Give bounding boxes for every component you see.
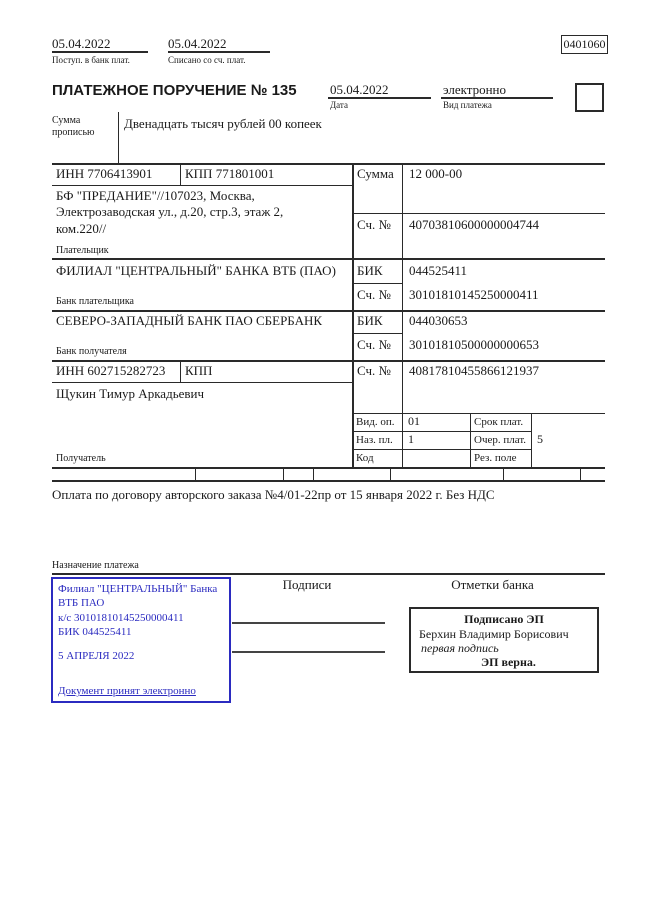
payee-bank-label: Банк получателя [56,346,127,357]
payer-bank-label: Банк плательщика [56,296,134,307]
payer-inn-row-line [52,185,352,186]
label-column-divider [402,163,403,467]
payee-inn: ИНН 602715282723 [56,363,166,378]
received-date-label: Поступ. в банк плат. [52,55,130,65]
op-type-label: Вид. оп. [356,416,395,428]
esign-title: Подписано ЭП [464,612,544,626]
op-type-value: 01 [408,414,420,428]
sum-label: Сумма [357,166,394,181]
payee-label: Получатель [56,453,106,464]
payer-kpp: КПП 771801001 [185,166,275,181]
payerbank-bik-account-divider [352,283,402,284]
payer-bank-name: ФИЛИАЛ "ЦЕНТРАЛЬНЫЙ" БАНКА ВТБ (ПАО) [56,263,336,278]
pay-purpose-code-value: 1 [408,432,414,446]
sum-value: 12 000-00 [409,166,463,181]
payment-type-label: Вид платежа [443,100,492,110]
payee-account-value: 40817810455866121937 [409,363,539,378]
payee-account-label: Сч. № [357,363,391,378]
fields-row-sep-6 [580,467,581,480]
pay-order-value: 5 [537,432,543,446]
sum-account-divider [352,213,605,214]
minitable-label2-right-divider [531,413,532,467]
payee-inn-row-line [52,382,352,383]
payment-type: электронно [443,82,507,97]
payee-bank-bik: 044030653 [409,313,468,328]
bank-marks-header: Отметки банка [451,577,534,592]
payeebank-bottom-line [52,360,605,362]
date-label: Дата [330,100,348,110]
payer-status-box [575,83,604,112]
fields-row-sep-1 [195,467,196,480]
payer-bank-bik-label: БИК [357,263,383,278]
pay-term-label: Срок плат. [474,416,524,428]
main-vertical-divider [352,163,354,467]
payer-name: БФ "ПРЕДАНИЕ"//107023, Москва, Электрозаводская ул., д.20, стр.3, этаж 2, ком.220// [56,188,284,236]
fields-row-sep-2 [283,467,284,480]
amount-in-words-value: Двенадцать тысяч рублей 00 копеек [124,116,322,131]
minitable-row1-line [352,431,531,432]
payer-inn: ИНН 7706413901 [56,166,153,181]
esign-role: первая подпись [421,641,499,655]
payee-block-bottom-line [52,467,605,469]
debited-date-underline [168,51,270,53]
amount-words-divider [118,112,119,163]
payee-bank-name: СЕВЕРО-ЗАПАДНЫЙ БАНК ПАО СБЕРБАНК [56,313,323,328]
bank-stamp [51,577,231,703]
fields-row-sep-4 [390,467,391,480]
minitable-label2-left-divider [470,413,471,467]
payee-bank-account-label: Сч. № [357,337,391,352]
table-bottom-line [52,480,605,482]
payer-block-bottom-line [52,258,605,260]
debited-date: 05.04.2022 [168,36,227,51]
payer-bank-bik: 044525411 [409,263,468,278]
stamp-corr-account: к/с 30101810145250000411 [58,612,184,624]
signature-line-1 [232,622,385,624]
fields-row-sep-3 [313,467,314,480]
payee-bank-bik-label: БИК [357,313,383,328]
payer-bank-account: 30101810145250000411 [409,287,539,302]
minitable-row2-line [352,449,531,450]
payment-purpose-text: Оплата по договору авторского заказа №4/01-22пр от 15 января 2022 г. Без НДС [52,487,495,502]
document-title: ПЛАТЕЖНОЕ ПОРУЧЕНИЕ № 135 [52,82,297,99]
stamp-accepted-text: Документ принят электронно [58,685,196,697]
payer-account-label: Сч. № [357,217,391,232]
amount-in-words-label: Сумма прописью [52,115,95,138]
payment-type-underline [441,97,553,99]
fields-row-sep-5 [503,467,504,480]
payee-bank-account: 30101810500000000653 [409,337,539,352]
payer-bank-account-label: Сч. № [357,287,391,302]
payeebank-bik-account-divider [352,333,402,334]
esign-status: ЭП верна. [481,655,536,669]
purpose-bottom-line [52,573,605,575]
payee-name: Щукин Тимур Аркадьевич [56,386,205,401]
pay-purpose-code-label: Наз. пл. [356,434,393,446]
esign-box [409,607,599,673]
received-date-underline [52,51,148,53]
reserve-field-label: Рез. поле [474,452,517,464]
table-top-line [52,163,605,165]
banks-divider-line [52,310,605,312]
signatures-header: Подписи [282,577,332,592]
payee-inn-kpp-divider [180,360,181,382]
payer-inn-kpp-divider [180,163,181,185]
minitable-top-line [352,413,605,414]
payer-account-value: 40703810600000004744 [409,217,539,232]
stamp-bik: БИК 044525411 [58,626,132,638]
date-underline [328,97,431,99]
form-code-box: 0401060 [561,35,608,54]
payment-purpose-label: Назначение платежа [52,560,139,571]
payee-kpp-label: КПП [185,363,213,378]
signature-line-2 [232,651,385,653]
payer-label: Плательщик [56,245,109,256]
debited-date-label: Списано со сч. плат. [168,55,246,65]
pay-order-label: Очер. плат. [474,434,527,446]
code-label: Код [356,452,374,464]
document-date: 05.04.2022 [330,82,389,97]
esign-signer-name: Берхин Владимир Борисович [419,627,569,641]
stamp-date: 5 АПРЕЛЯ 2022 [58,650,135,662]
received-date: 05.04.2022 [52,36,111,51]
stamp-bank-name: Филиал "ЦЕНТРАЛЬНЫЙ" Банка ВТБ ПАО [58,583,218,610]
